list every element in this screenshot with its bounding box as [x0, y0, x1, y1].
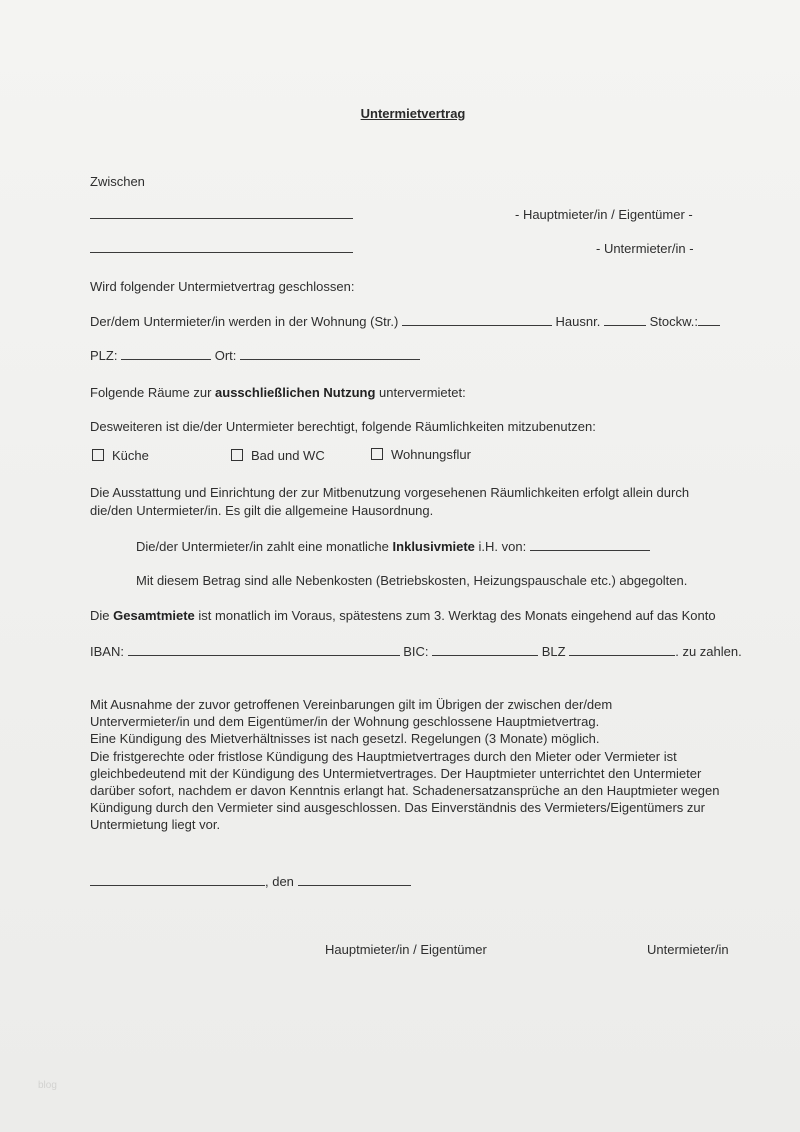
hausnr-field[interactable]: [604, 314, 646, 326]
inklusivmiete-bold: Inklusivmiete: [392, 539, 475, 554]
place-date-row: [90, 873, 411, 890]
miete-row: Die/der Untermieter/in zahlt eine monatliche Inklusivmiete i.H. von:: [136, 538, 650, 555]
plz-label: PLZ:: [90, 348, 118, 363]
intro-text: Wird folgender Untermietvertrag geschlossen:: [90, 279, 355, 294]
closing-paragraph: Mit Ausnahme der zuvor getroffenen Vereinbarungen gilt im Übrigen der zwischen der/dem Untervermieter/in und dem Eigentümer/in der Wohnung geschlossene Hauptmietvertrag. Eine Kündigung des Mietverhältnisses ist nach gesetzl. Regelungen (3 Monate) möglich. Die fristgerechte oder fristlose Kündigung des Hauptmietvertrages durch den Mieter oder Vermieter ist gleichbedeutend mit der Kündigung des Untermietvertrages. Der Hauptmieter unterrichtet den Untermieter darüber sofort, nachdem er davon Kenntnis erlangt hat. Schadenersatzansprüche an den Hauptmieter wegen Kündigung durch den Vermieter sind ausgeschlossen. Das Einverständnis des Vermieters/Eigentümers zur Untermietung liegt vor.: [90, 697, 720, 833]
bic-field[interactable]: [432, 644, 538, 656]
ausstattung-line1: Die Ausstattung und Einrichtung der zur Mitbenutzung vorgesehenen Räumlichkeiten erfolgt allein durch: [90, 485, 690, 500]
checkbox-icon[interactable]: [92, 449, 104, 461]
street-label: Der/dem Untermieter/in werden in der Wohnung (Str.): [90, 314, 399, 329]
untermieter-line[interactable]: [90, 240, 353, 257]
gesamtmiete-bold: Gesamtmiete: [113, 608, 195, 623]
iban-field[interactable]: [128, 644, 400, 656]
raeume-text: Folgende Räume zur ausschließlichen Nutzung untervermietet:: [90, 385, 466, 400]
ort-field[interactable]: [240, 348, 420, 360]
stockw-label: Stockw.:: [649, 314, 699, 329]
stockw-field[interactable]: [698, 314, 720, 326]
mitbenutzung-text: Desweiteren ist die/der Untermieter berechtigt, folgende Räumlichkeiten mitzubenutzen:: [90, 419, 596, 434]
plz-row: [90, 347, 420, 364]
street-field[interactable]: [402, 314, 552, 326]
plz-field[interactable]: [121, 348, 211, 360]
untermieter-role: - Untermieter/in -: [596, 241, 694, 256]
ausschliesslich-bold: ausschließlichen Nutzung: [215, 385, 376, 400]
watermark: blog: [38, 1080, 57, 1091]
signature-hauptmieter: Hauptmieter/in / Eigentümer: [325, 942, 487, 957]
signature-untermieter: Untermieter/in: [647, 942, 729, 957]
bank-row: [90, 643, 742, 660]
blz-field[interactable]: [569, 644, 675, 656]
ausstattung-line2: die/den Untermieter/in. Es gilt die allgemeine Hausordnung.: [90, 503, 434, 518]
hausnr-label: Hausnr.: [555, 314, 601, 329]
hauptmieter-line[interactable]: [90, 206, 353, 223]
nebenkosten-text: Mit diesem Betrag sind alle Nebenkosten (Betriebskosten, Heizungspauschale etc.) abgegolten.: [136, 573, 688, 588]
miete-field[interactable]: [530, 539, 650, 551]
iban-label: IBAN:: [90, 644, 124, 659]
zwischen-label: Zwischen: [90, 174, 145, 189]
checkbox-icon[interactable]: [231, 449, 243, 461]
ort-label: Ort:: [214, 348, 237, 363]
hauptmieter-role: - Hauptmieter/in / Eigentümer -: [515, 207, 693, 222]
zahlen-suffix: . zu zahlen.: [675, 644, 742, 659]
checkbox-wohnungsflur[interactable]: Wohnungsflur: [371, 446, 471, 463]
document-title: Untermietvertrag: [360, 106, 466, 121]
blz-label: BLZ: [541, 644, 566, 659]
bic-label: BIC:: [403, 644, 429, 659]
checkbox-kueche[interactable]: Küche: [92, 447, 149, 464]
address-row: [90, 313, 720, 330]
place-field[interactable]: [90, 874, 265, 886]
date-field[interactable]: [298, 874, 411, 886]
gesamtmiete-row: Die Gesamtmiete ist monatlich im Voraus, spätestens zum 3. Werktag des Monats eingehend auf das Konto: [90, 608, 716, 623]
den-label: , den: [265, 874, 294, 889]
checkbox-icon[interactable]: [371, 448, 383, 460]
checkbox-bad-wc[interactable]: Bad und WC: [231, 447, 325, 464]
